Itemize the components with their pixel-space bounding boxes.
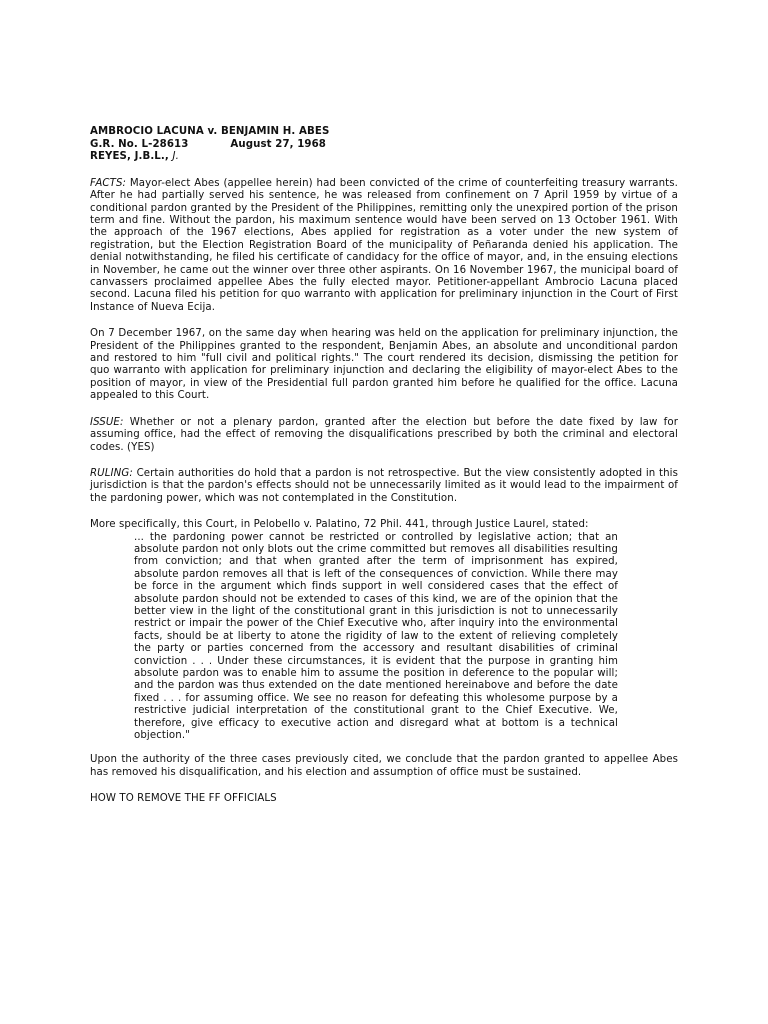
ponente: REYES, J.B.L.,	[90, 151, 169, 163]
document-page	[90, 126, 678, 806]
issue-label: ISSUE:	[90, 416, 124, 428]
case-number-line	[90, 139, 678, 152]
ruling-label: RULING:	[90, 467, 133, 479]
facts-text: Mayor-elect Abes (appellee herein) had been convicted of the crime of counterfeiting treasury warrants. After he had partially served his sentence, he was released from confinement on 7 April 1959 by virtue of a conditional pardon granted by the President of the Philippines, remitting only the unexpired portion of the prison term and fine. Without the pardon, his maximum sentence would have been served on 13 October 1961. With the approach of the 1967 elections, Abes applied for registration as a voter under the new system of registration, but the Election Registration Board of the municipality of Peñaranda denied his application. The denial notwithstanding, he filed his certificate of candidacy for the office of mayor, and, in the ensuing elections in November, he came out the winner over three other aspirants. On 16 November 1967, the municipal board of canvassers proclaimed appellee Abes the fully elected mayor. Petitioner-appellant Ambrocio Lacuna placed second. Lacuna filed his petition for quo warranto with application for preliminary injunction in the Court of First Instance of Nueva Ecija.	[90, 177, 679, 313]
facts-continued-text: On 7 December 1967, on the same day when hearing was held on the application for preliminary injunction, the President of the Philippines granted to the respondent, Benjamin Abes, an absolute and unconditional pardon and restored to him "full civil and political rights." The court rendered its decision, dismissing the petition for quo warranto with application for preliminary injunction and declaring the eligibility of mayor-elect Abes to the position of mayor, in view of the Presidential full pardon granted him before he qualified for the office. Lacuna appealed to this Court.	[90, 328, 678, 402]
ponente-suffix: J.	[172, 151, 179, 163]
ponente-line	[90, 151, 678, 164]
facts-continued-paragraph	[90, 328, 678, 402]
block-quote: ... the pardoning power cannot be restricted or controlled by legislative action; that an absolute pardon not only blots out the crime committed but removes all disabilities resulting from conviction; and that when granted after the term of imprisonment has expired, absolute pardon removes all that is left of the consequences of conviction. While there may be force in the argument which finds support in well considered cases that the effect of absolute pardon should not be extended to cases of this kind, we are of the opinion that the better view in the light of the constitutional grant in this jurisdiction is not to unnecessarily restrict or impair the power of the Chief Executive who, after inquiry into the environmental facts, should be at liberty to atone the rigidity of law to the extent of relieving completely the party or parties concerned from the accessory and resultant disabilities of criminal conviction . . . Under these circumstances, it is evident that the purpose in granting him absolute pardon was to enable him to assume the position in deference to the popular will; and the pardon was thus extended on the date mentioned hereinabove and before the date fixed . . . for assuming office. We see no reason for defeating this wholesome purpose by a restrictive judicial interpretation of the constitutional grant to the Chief Executive. We, therefore, give efficacy to executive action and disregard what at bottom is a technical objection."	[134, 531, 618, 742]
section-heading: HOW TO REMOVE THE FF OFFICIALS	[90, 793, 277, 805]
facts-label: FACTS:	[90, 177, 127, 189]
conclusion-paragraph: Upon the authority of the three cases previously cited, we conclude that the pardon granted to appellee Abes has removed his disqualification, and his election and assumption of office must be sustained.	[90, 754, 678, 778]
case-title: AMBROCIO LACUNA v. BENJAMIN H. ABES	[90, 126, 330, 137]
case-header	[90, 126, 678, 164]
facts-paragraph	[90, 178, 678, 314]
ruling-text: Certain authorities do hold that a pardon is not retrospective. But the view consistently adopted in this jurisdiction is that the pardon's effects should not be unnecessarily limited as it would lead to the impairment of the pardoning power, which was not contemplated in the Constitution.	[90, 467, 678, 504]
gr-number: G.R. No. L-28613	[90, 138, 189, 150]
decision-date: August 27, 1968	[230, 138, 327, 150]
issue-paragraph	[90, 417, 678, 454]
citation-intro: More specifically, this Court, in Pelobello v. Palatino, 72 Phil. 441, through Justice Laurel, stated:	[90, 519, 589, 531]
issue-text: Whether or not a plenary pardon, granted after the election but before the date fixed by law for assuming office, had the effect of removing the disqualifications prescribed by both the criminal and electoral codes. (YES)	[90, 416, 678, 453]
ruling-paragraph	[90, 468, 678, 505]
